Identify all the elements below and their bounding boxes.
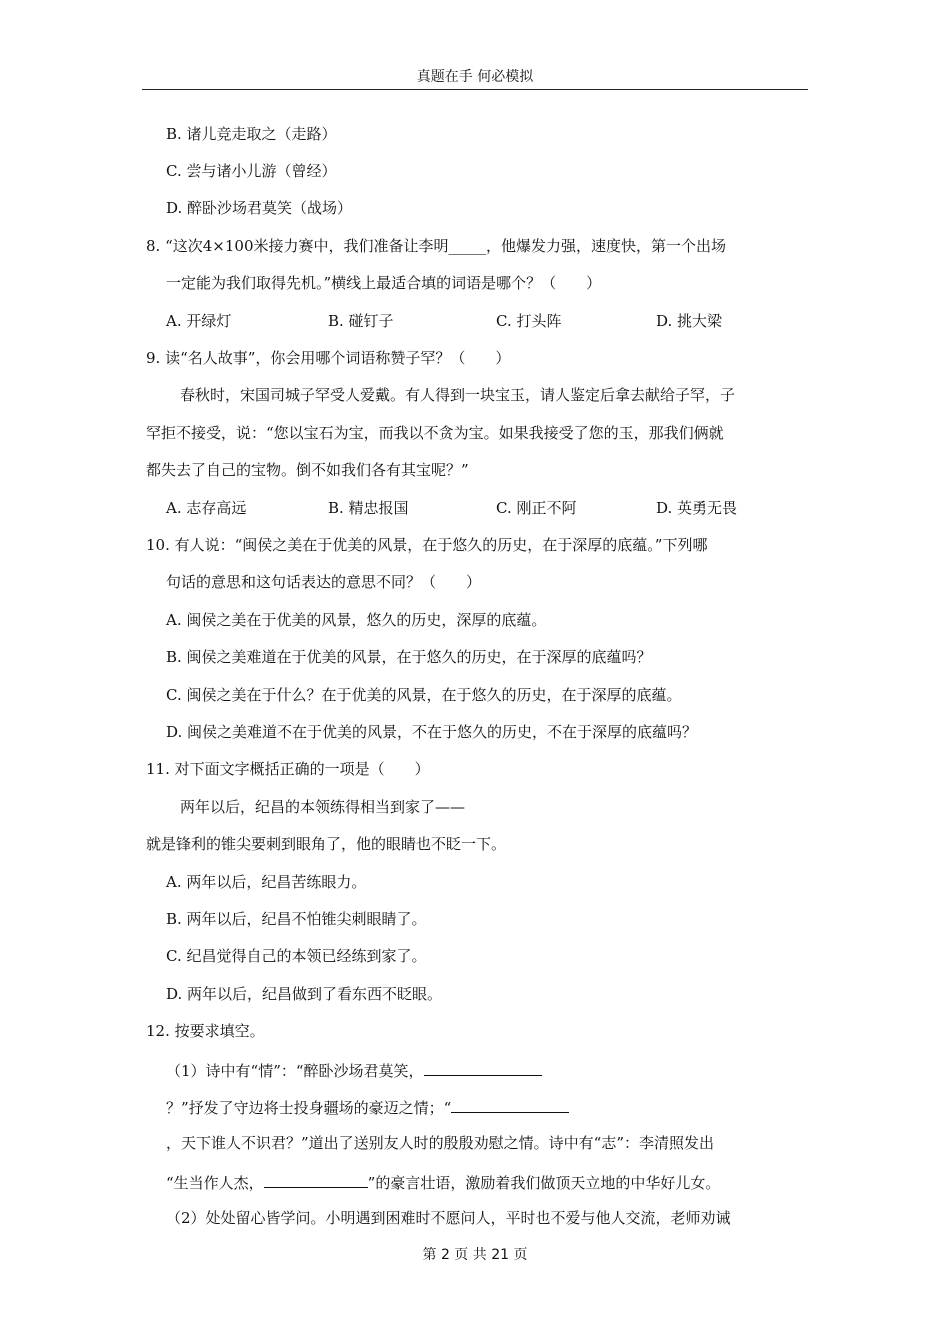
q9-option-a: A. 志存高远 bbox=[166, 499, 247, 517]
q12-part1-line2 bbox=[166, 1096, 569, 1118]
q10-option-b: B. 闽侯之美难道在于优美的风景，在于悠久的历史，在于深厚的底蕴吗？ bbox=[166, 648, 652, 666]
q9-option-c: C. 刚正不阿 bbox=[496, 499, 577, 517]
q9-passage-line2: 罕拒不接受，说：“您以宝石为宝，而我以不贪为宝。如果我接受了您的玉，那我们俩就 bbox=[146, 424, 724, 442]
q12-blank-3[interactable] bbox=[264, 1171, 368, 1188]
q11-passage-line2: 就是锋利的锥尖要刺到眼角了，他的眼睛也不眨一下。 bbox=[146, 835, 507, 853]
q11-option-c: C. 纪昌觉得自己的本领已经练到家了。 bbox=[166, 947, 427, 965]
q11-option-b: B. 两年以后，纪昌不怕锥尖刺眼睛了。 bbox=[166, 910, 427, 928]
q8-option-d: D. 挑大梁 bbox=[656, 312, 723, 330]
q11-option-a: A. 两年以后，纪昌苦练眼力。 bbox=[166, 873, 367, 891]
q10-option-c: C. 闽侯之美在于什么？在于优美的风景，在于悠久的历史，在于深厚的底蕴。 bbox=[166, 686, 682, 704]
q12-part1-text-d-pre: “生当作人杰， bbox=[166, 1174, 264, 1192]
q8-stem-line1: 8. “这次4×100米接力赛中，我们准备让李明_____，他爆发力强，速度快，第一个出场 bbox=[146, 237, 726, 255]
q8-stem-line2: 一定能为我们取得先机。”横线上最适合填的词语是哪个？（ ） bbox=[166, 274, 602, 292]
q10-option-d: D. 闽侯之美难道不在于优美的风景，不在于悠久的历史，不在于深厚的底蕴吗？ bbox=[166, 723, 698, 741]
q11-stem: 11. 对下面文字概括正确的一项是（ ） bbox=[146, 760, 430, 778]
q12-part1-text-b: ？”抒发了守边将士投身疆场的豪迈之情；“ bbox=[166, 1099, 452, 1117]
q10-option-a: A. 闽侯之美在于优美的风景，悠久的历史，深厚的底蕴。 bbox=[166, 611, 547, 629]
q9-passage-line3: 都失去了自己的宝物。倒不如我们各有其宝呢？” bbox=[146, 461, 469, 479]
q7-option-d: D. 醉卧沙场君莫笑（战场） bbox=[166, 199, 353, 217]
q9-stem: 9. 读“名人故事”，你会用哪个词语称赞子罕？（ ） bbox=[146, 349, 511, 367]
q12-blank-2[interactable] bbox=[451, 1096, 569, 1113]
q7-option-c: C. 尝与诸小儿游（曾经） bbox=[166, 162, 337, 180]
q9-options bbox=[166, 498, 737, 518]
header-divider bbox=[142, 89, 808, 90]
q9-passage-line1: 春秋时，宋国司城子罕受人爱戴。有人得到一块宝玉，请人鉴定后拿去献给子罕，子 bbox=[180, 386, 736, 404]
q7-option-b: B. 诸儿竞走取之（走路） bbox=[166, 125, 337, 143]
q10-stem-line2: 句话的意思和这句话表达的意思不同？（ ） bbox=[166, 573, 482, 591]
q12-stem: 12. 按要求填空。 bbox=[146, 1022, 265, 1040]
page-footer: 第 2 页 共 21 页 bbox=[422, 1247, 528, 1263]
page-header: 真题在手 何必模拟 bbox=[416, 69, 534, 85]
q8-option-b: B. 碰钉子 bbox=[328, 312, 394, 330]
q12-part1-text-d-post: ”的豪言壮语，激励着我们做顶天立地的中华好儿女。 bbox=[367, 1174, 721, 1192]
q12-blank-1[interactable] bbox=[424, 1059, 542, 1076]
q12-part1-line3: ，天下谁人不识君？”道出了送别友人时的殷殷劝慰之情。诗中有“志”：李清照发出 bbox=[166, 1134, 715, 1152]
q12-part1-text-a: （1）诗中有“情”：“醉卧沙场君莫笑， bbox=[166, 1062, 424, 1080]
q12-part2-line1: （2）处处留心皆学问。小明遇到困难时不愿问人，平时也不爱与他人交流，老师劝诫 bbox=[166, 1209, 731, 1227]
q9-option-b: B. 精忠报国 bbox=[328, 499, 409, 517]
q8-options bbox=[166, 311, 722, 331]
q11-option-d: D. 两年以后，纪昌做到了看东西不眨眼。 bbox=[166, 985, 443, 1003]
q12-part1-line1 bbox=[166, 1059, 542, 1081]
q11-passage-line1: 两年以后，纪昌的本领练得相当到家了—— bbox=[180, 798, 466, 816]
q8-option-c: C. 打头阵 bbox=[496, 312, 562, 330]
q8-option-a: A. 开绿灯 bbox=[166, 312, 232, 330]
q9-option-d: D. 英勇无畏 bbox=[656, 499, 738, 517]
q12-part1-line4 bbox=[166, 1171, 720, 1193]
q10-stem-line1: 10. 有人说：“闽侯之美在于优美的风景，在于悠久的历史，在于深厚的底蕴。”下列哪 bbox=[146, 536, 708, 554]
